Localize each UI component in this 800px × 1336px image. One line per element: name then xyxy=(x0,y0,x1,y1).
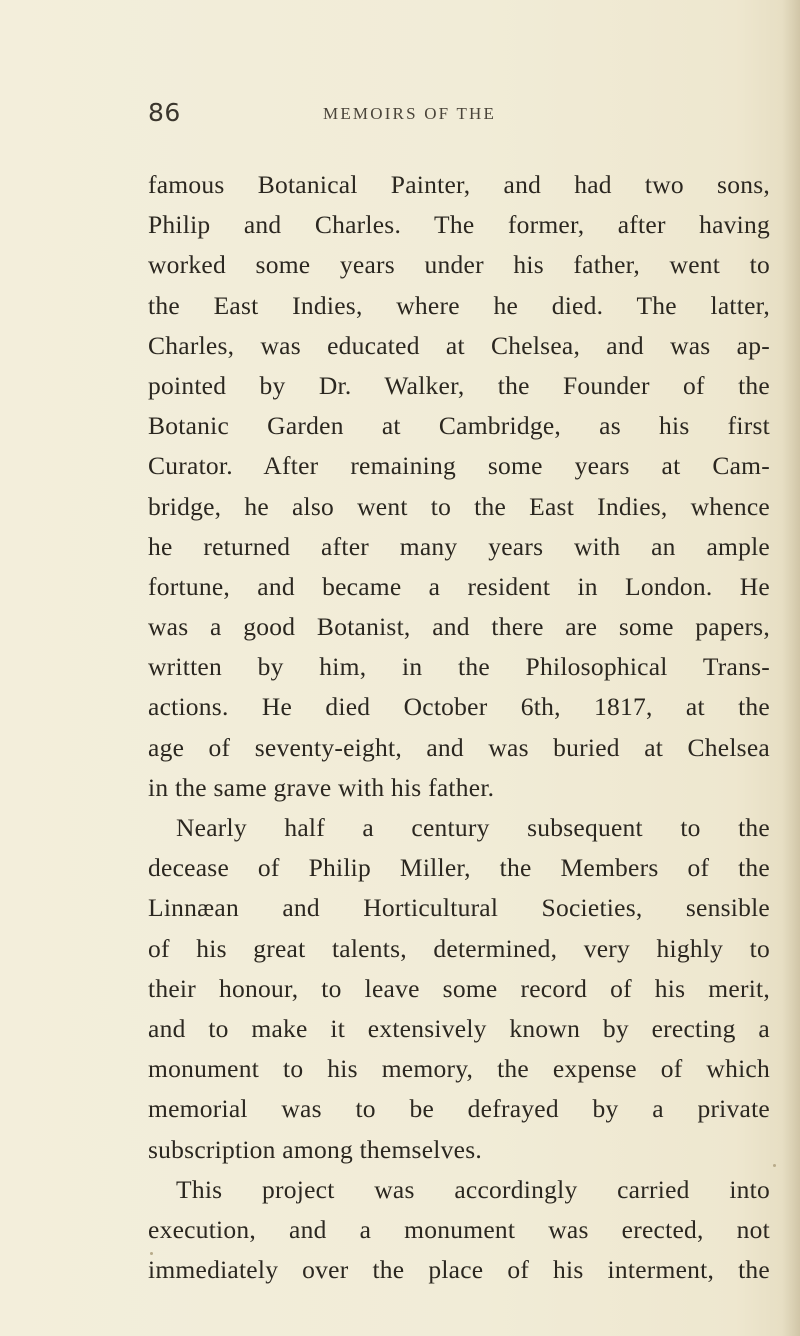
text-line: memorial was to be defrayed by a private xyxy=(148,1094,770,1124)
text-line: subscription among themselves. xyxy=(148,1134,482,1164)
text-line: Linnæan and Horticultural Societies, sensible xyxy=(148,893,770,923)
body-text xyxy=(148,165,770,1285)
text-line: immediately over the place of his interment, the xyxy=(148,1255,770,1285)
text-line: written by him, in the Philosophical Trans- xyxy=(148,652,770,682)
text-line: in the same grave with his father. xyxy=(148,772,495,802)
text-line: actions. He died October 6th, 1817, at the xyxy=(148,692,770,722)
text-line: execution, and a monument was erected, not xyxy=(148,1214,770,1244)
page-edge-shadow xyxy=(782,0,800,1336)
paper-speck xyxy=(773,1164,776,1167)
text-line: was a good Botanist, and there are some papers, xyxy=(148,612,770,642)
text-line: the East Indies, where he died. The latter, xyxy=(148,290,770,320)
text-line: their honour, to leave some record of his merit, xyxy=(148,973,770,1003)
text-line: famous Botanical Painter, and had two sons, xyxy=(148,170,770,199)
text-line: worked some years under his father, went to xyxy=(148,250,770,280)
text-line: of his great talents, determined, very highly to xyxy=(148,933,770,963)
text-line: This project was accordingly carried into xyxy=(176,1174,770,1204)
running-head xyxy=(148,98,768,138)
text-line: Philip and Charles. The former, after having xyxy=(148,210,770,240)
text-line: Nearly half a century subsequent to the xyxy=(176,813,770,842)
text-line: decease of Philip Miller, the Members of the xyxy=(148,853,770,883)
text-line: he returned after many years with an ample xyxy=(148,531,770,561)
text-line: age of seventy-eight, and was buried at Chelsea xyxy=(148,732,770,762)
text-line: Curator. After remaining some years at Cam- xyxy=(148,451,770,481)
text-line: fortune, and became a resident in London. He xyxy=(148,571,770,601)
paper-speck xyxy=(150,1252,153,1255)
text-line: Botanic Garden at Cambridge, as his first xyxy=(148,411,770,441)
page-number: 86 xyxy=(148,98,181,127)
text-line: pointed by Dr. Walker, the Founder of the xyxy=(148,370,770,400)
text-line: Charles, was educated at Chelsea, and was ap- xyxy=(148,330,770,360)
running-title: MEMOIRS OF THE xyxy=(323,104,497,123)
text-line: and to make it extensively known by erecting a xyxy=(148,1013,770,1043)
text-line: bridge, he also went to the East Indies, whence xyxy=(148,491,770,521)
text-line: monument to his memory, the expense of which xyxy=(148,1054,770,1084)
